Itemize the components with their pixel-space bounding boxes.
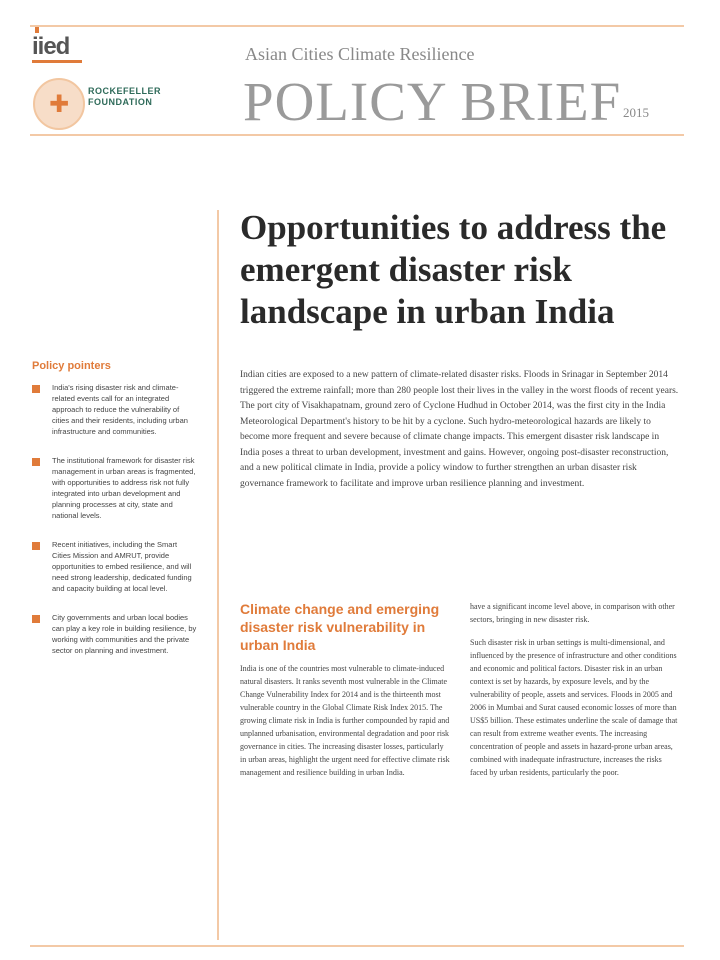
policy-pointer-item xyxy=(32,455,197,521)
body-paragraph: India is one of the countries most vulnerable to climate-induced natural disasters. It ranks seventh most vulnerable in the Climate Change Vulnerability Index for 2014 and is the thirteenth most vulnerable country in the Global Climate Risk Index 2015. The growing climate risk in India is further compounded by rapid and unplanned urbanisation, environmental degradation and poor risk governance in cities. The increasing disaster losses, particularly in urban areas, highlight the urgent need for effective climate risk management and resilience building in urban India. xyxy=(240,664,450,777)
logo-underline xyxy=(32,60,82,63)
intro-paragraph: Indian cities are exposed to a new pattern of climate-related disaster risks. Floods in Srinagar in September 2014 triggered the extreme rainfall; more than 280 people lost their lives in the valley in the worst floods of recent years. The port city of Visakhapatnam, ground zero of Cyclone Hudhud in October 2014, was the first city in the India Meteorological Department's history to be hit by a cyclone. Such hydro-meteorological hazards are likely to become more frequent and severe because of climate change impacts. This emergent disaster risk landscape in India poses a threat to urban development, investment and gains. However, ongoing post-disaster reconstruction, and a new political climate in India, provide a policy window to further strengthen an urban disaster risk governance framework to facilitate and improve urban resilience planning and investment. xyxy=(240,370,679,489)
header-bottom-rule xyxy=(30,134,684,136)
partner-logo-text: ROCKEFELLER FOUNDATION xyxy=(88,86,161,107)
policy-pointer-text: Recent initiatives, including the Smart Cities Mission and AMRUT, provide opportunities to embed resilience, and will need strong leadership, dedicated funding and capacity building at local level. xyxy=(52,540,192,593)
policy-pointer-item xyxy=(32,382,197,437)
body-paragraph: have a significant income level above, in comparison with other sectors, bringing in new disaster risk. xyxy=(470,602,675,624)
iied-logo-text: iied xyxy=(32,33,70,60)
body-column-right xyxy=(470,600,680,789)
cross-icon: ✚ xyxy=(48,90,70,118)
policy-pointer-item xyxy=(32,539,197,594)
column-divider xyxy=(217,210,219,940)
policy-pointer-text: City governments and urban local bodies can play a key role in building resilience, by working with communities and the private sector on planning and investment. xyxy=(52,613,197,655)
policy-pointer-text: India's rising disaster risk and climate-related events call for an integrated approach to reduce the vulnerability of cities and their residents, including urban infrastructure and communities. xyxy=(52,383,188,436)
policy-pointer-item xyxy=(32,612,197,656)
logo-accent-bar xyxy=(35,27,39,33)
rockefeller-badge-icon xyxy=(33,78,85,130)
body-column-left xyxy=(240,600,450,789)
square-bullet-icon xyxy=(32,458,40,466)
body-paragraph: Such disaster risk in urban settings is multi-dimensional, and influenced by the presence of infrastructure and other conditions and economic and political factors. Disaster risk in an urban context is set by hazards, by exposure levels, and by the vulnerability of people, assets and services. Floods in 2005 and 2006 in Mumbai and Surat caused economic losses of more than US$5 billion. These estimates underline the scale of damage that can result from extreme weather events. The increasing concentration of people and assets in hazard-prone urban areas, combined with inadequate infrastructure, increases the risks faced by urban residents, particularly the poor. xyxy=(470,638,678,777)
brief-type-title: POLICY BRIEF xyxy=(243,71,622,132)
sidebar-heading: Policy pointers xyxy=(32,360,111,372)
iied-logo xyxy=(32,33,69,61)
brief-year: 2015 xyxy=(623,105,649,120)
series-title: Asian Cities Climate Resilience xyxy=(245,44,475,64)
policy-pointer-text: The institutional framework for disaster risk management in urban areas is fragmented, with opportunities to address risk not fully integrated into urban development and planning processes at city, state and national levels. xyxy=(52,456,196,520)
footer-rule xyxy=(30,945,684,947)
page-headline: Opportunities to address the emergent disaster risk landscape in urban India xyxy=(240,208,667,331)
policy-pointers-sidebar xyxy=(32,360,197,674)
section-heading: Climate change and emerging disaster risk vulnerability in urban India xyxy=(240,601,440,653)
square-bullet-icon xyxy=(32,385,40,393)
square-bullet-icon xyxy=(32,542,40,550)
square-bullet-icon xyxy=(32,615,40,623)
header-top-rule xyxy=(30,25,684,27)
